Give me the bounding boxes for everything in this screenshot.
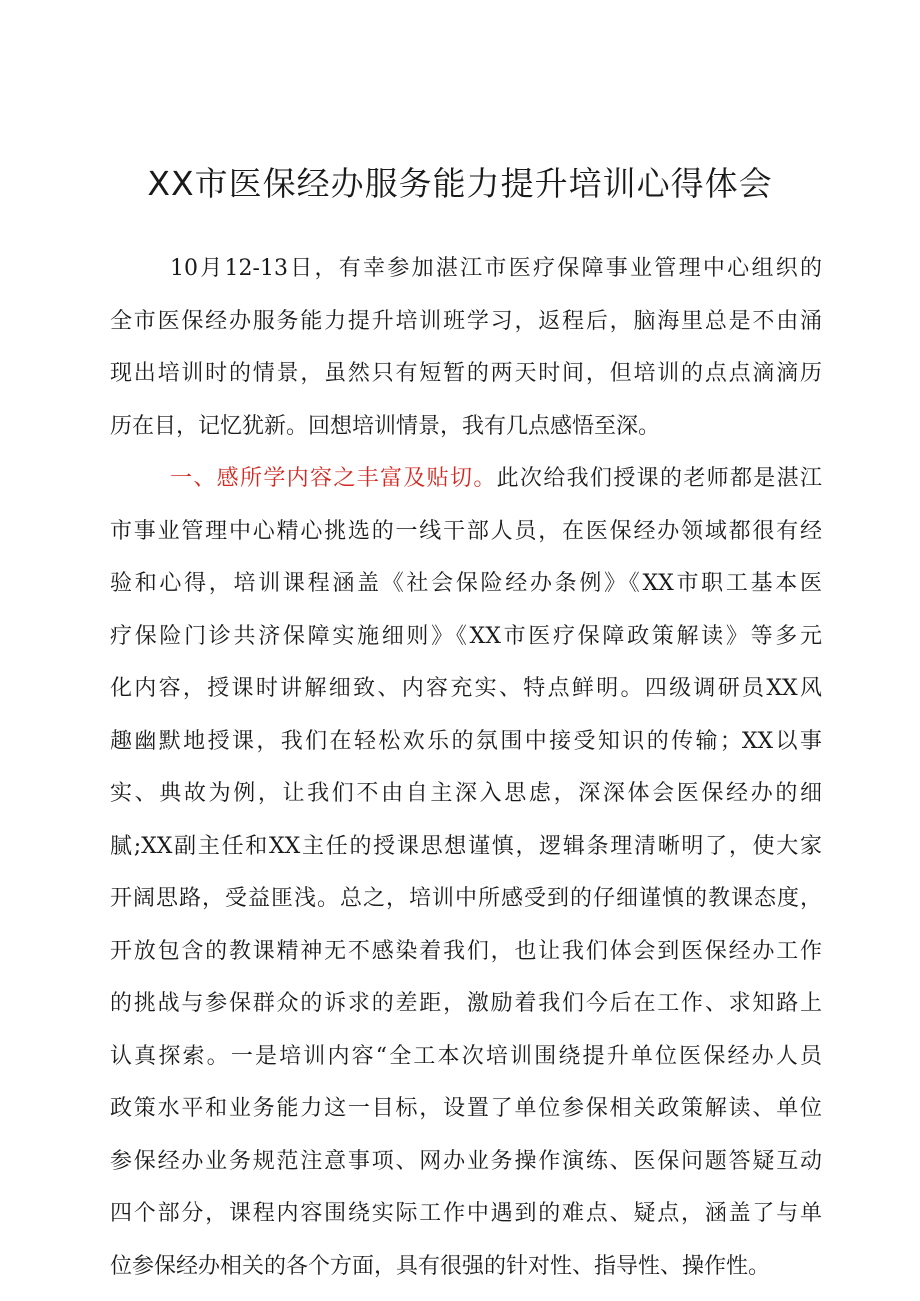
paragraph-line: 开阔思路，受益匪浅。总之，培训中所感受到的仔细谨慎的教课态度， bbox=[110, 886, 822, 911]
paragraph-line: 参保经办业务规范注意事项、网办业务操作演练、医保问题答疑互动 bbox=[110, 1148, 822, 1174]
document-body bbox=[110, 243, 822, 1293]
paragraph-line: 腻;XX副主任和XX主任的授课思想谨慎，逻辑条理清晰明了，使大家 bbox=[110, 833, 822, 859]
paragraph-line: 化内容，授课时讲解细致、内容充实、特点鲜明。四级调研员XX风 bbox=[110, 676, 822, 701]
paragraph-line: 认真探索。一是培训内容“全工本次培训围绕提升单位医保经办人员 bbox=[110, 1043, 822, 1069]
paragraph-line: 疗保险门诊共济保障实施细则》《XX市医疗保障政策解读》等多元 bbox=[110, 623, 822, 649]
paragraph-line: 位参保经办相关的各个方面，具有很强的针对性、指导性、操作性。 bbox=[110, 1253, 771, 1279]
section-heading-line bbox=[110, 453, 822, 506]
document-title: XX市医保经办服务能力提升培训心得体会 bbox=[147, 164, 773, 203]
paragraph-line: 政策水平和业务能力这一目标，设置了单位参保相关政策解读、单位 bbox=[110, 1096, 822, 1121]
paragraph-line: 现出培训时的情景，虽然只有短暂的两天时间，但培训的点点滴滴历 bbox=[110, 361, 822, 386]
paragraph-line: 趣幽默地授课，我们在轻松欢乐的氛围中接受知识的传输；XX以事 bbox=[110, 728, 822, 754]
section-heading-continuation: 此次给我们授课的老师都是湛江 bbox=[496, 466, 822, 491]
paragraph-line: 的挑战与参保群众的诉求的差距，激励着我们今后在工作、求知路上 bbox=[110, 991, 822, 1016]
section-heading: 一、感所学内容之丰富及贴切。 bbox=[170, 466, 497, 491]
paragraph-line: 历在目，记忆犹新。回想培训情景，我有几点感悟至深。 bbox=[110, 413, 661, 439]
paragraph-line: 验和心得，培训课程涵盖《社会保险经办条例》《XX市职工基本医 bbox=[110, 571, 822, 596]
paragraph-line: 实、典故为例，让我们不由自主深入思虑，深深体会医保经办的细 bbox=[110, 781, 822, 806]
paragraph-line: 10月12-13日，有幸参加湛江市医疗保障事业管理中心组织的 bbox=[170, 256, 822, 281]
paragraph-line: 全市医保经办服务能力提升培训班学习，返程后，脑海里总是不由涌 bbox=[110, 308, 822, 334]
paragraph-line: 四个部分，课程内容围绕实际工作中遇到的难点、疑点，涵盖了与单 bbox=[110, 1201, 822, 1226]
paragraph-line: 市事业管理中心精心挑选的一线干部人员，在医保经办领域都很有经 bbox=[110, 518, 822, 544]
paragraph-line: 开放包含的教课精神无不感染着我们，也让我们体会到医保经办工作 bbox=[110, 938, 822, 964]
